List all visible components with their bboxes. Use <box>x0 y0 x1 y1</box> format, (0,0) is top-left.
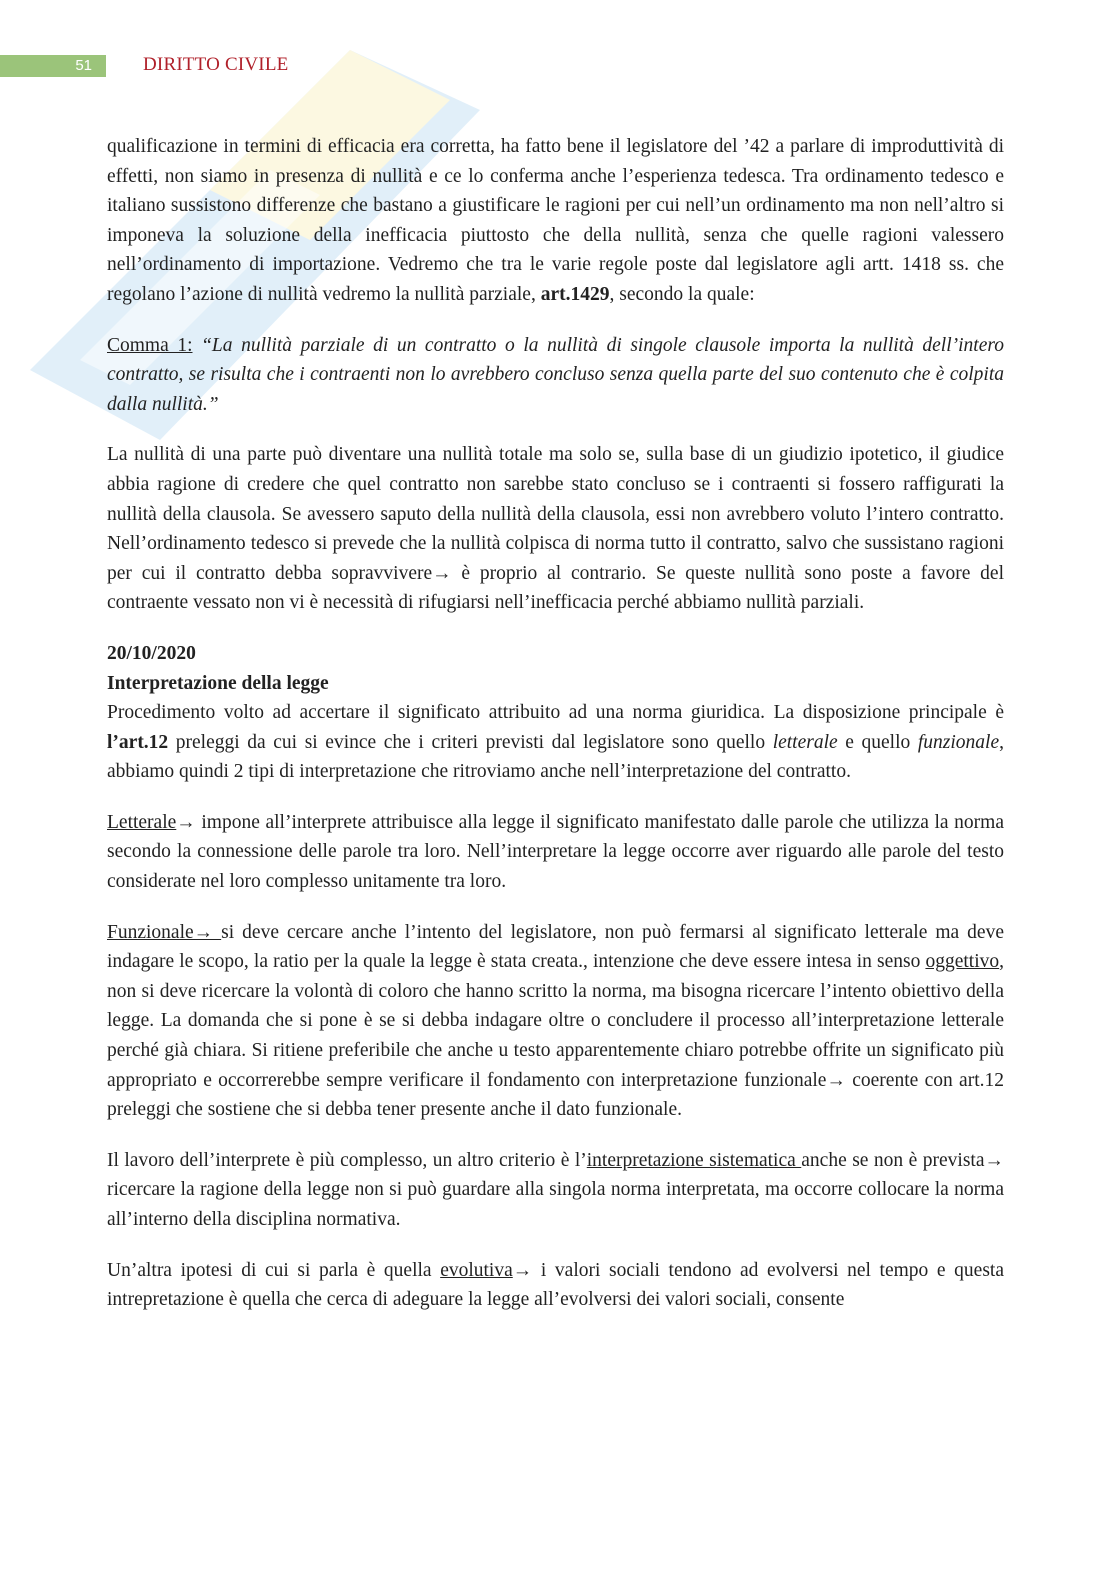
text: coerente con art.12 preleggi che sostiene che si debba tener presente anche il dato funzionale. <box>107 1069 1004 1121</box>
quote-paragraph <box>107 331 1004 420</box>
emphasis: letterale <box>772 731 838 753</box>
emphasis: funzionale <box>917 731 1000 753</box>
article-ref: art.1429 <box>540 283 610 305</box>
arrow-icon: → <box>984 1149 1004 1171</box>
text: preleggi da cui si evince che i criteri previsti dal legislatore sono quello <box>168 731 773 753</box>
paragraph <box>107 440 1004 618</box>
section-date: 20/10/2020 <box>107 642 196 664</box>
running-title: DIRITTO CIVILE <box>143 54 289 75</box>
arrow-icon: → <box>512 1259 533 1281</box>
paragraph <box>107 808 1004 897</box>
paragraph <box>107 698 1004 787</box>
underlined-term: interpretazione sistematica <box>586 1149 802 1171</box>
text: La nullità di una parte può diventare una nullità totale ma solo se, sulla base di un giudizio ipotetico, il giudice abbia ragione di credere che quel contratto non sarebbe stato concluso se i contraenti si fossero raffigurati la nullità della clausola. Se avessero saputo della nullità della clausola, essi non avrebbero voluto l’intero contratto. Nell’ordinamento tedesco si prevede che la nullità colpisca di norma tutto il contratto, salvo che sussistano ragioni per cui il contratto debba sopravvivere <box>107 444 1004 584</box>
paragraph <box>107 1256 1004 1315</box>
paragraph <box>107 1146 1004 1235</box>
text: e quello <box>837 731 918 753</box>
page-number: 51 <box>75 57 92 74</box>
text: impone all’interprete attribuisce alla legge il significato manifestato dalle parole che utilizza la norma secondo la connessione delle parole tra loro. Nell’interpretare la legge occorre aver riguardo alle parole del testo considerate nel loro complesso unitamente tra loro. <box>107 811 1004 893</box>
text: Procedimento volto ad accertare il significato attribuito ad una norma giuridica. La disposizione principale è <box>107 702 1004 724</box>
document-body <box>107 132 1004 1336</box>
text: , abbiamo quindi 2 tipi di interpretazione che ritroviamo anche nell’interpretazione del contratto. <box>107 731 1004 783</box>
term-label: Letterale <box>107 811 177 833</box>
paragraph <box>107 918 1004 1125</box>
underlined-term: evolutiva <box>440 1259 513 1281</box>
text: , non si deve ricercare la volontà di coloro che hanno scritto la norma, ma bisogna ricercare l’intento obiettivo della legge. La domanda che si pone è se si debba indagare oltre o concludere il processo all’interpretazione letterale perché già chiara. Si ritiene preferibile che anche u testo apparentemente chiaro potrebbe offrite un significato più appropriato e occorrerebbe sempre verificare il fondamento con interpretazione funzionale <box>107 951 1004 1091</box>
comma-label: Comma 1: <box>107 334 193 356</box>
text: Il lavoro dell’interprete è più complesso, un altro criterio è l’ <box>107 1149 587 1171</box>
text: è proprio al contrario. Se queste nullità sono poste a favore del contraente vessato non vi è necessità di rifugiarsi nell’inefficacia perché abbiamo nullità parziali. <box>107 562 1004 614</box>
text: Un’altra ipotesi di cui si parla è quella <box>107 1259 441 1281</box>
text: si deve cercare anche l’intento del legislatore, non può fermarsi al significato letterale ma deve indagare le scopo, la ratio per la quale la legge è stata creata., intenzione che deve essere intesa in senso <box>107 921 1004 973</box>
page-number-tab <box>0 55 106 77</box>
text: ricercare la ragione della legge non si può guardare alla singola norma interpretata, ma occorre collocare la norma all’interno della disciplina normativa. <box>107 1179 1004 1230</box>
text: , secondo la quale: <box>609 283 755 305</box>
quote-text: “La nullità parziale di un contratto o la nullità di singole clausole importa la nullità dell’intero contratto, se risulta che i contraenti non lo avrebbero concluso senza quella parte del suo contenuto che è colpita dalla nullità.” <box>107 334 1004 415</box>
article-ref: l’art.12 <box>107 731 169 753</box>
text: anche se non è prevista <box>801 1149 985 1171</box>
underlined-term: oggettivo <box>925 951 1000 973</box>
section-title: Interpretazione della legge <box>107 672 329 694</box>
paragraph <box>107 132 1004 310</box>
arrow-icon: → <box>432 562 452 584</box>
arrow-icon: → <box>176 811 196 833</box>
term-label: Funzionale→ <box>107 921 222 943</box>
text: qualificazione in termini di efficacia era corretta, ha fatto bene il legislatore del ’42 a parlare di improduttività di effetti, non siamo in presenza di nullità e ce lo conferma anche l’esperienza tedesca. Tra ordinamento tedesco e italiano sussistono differenze che bastano a giustificare le ragioni per cui nell’un ordinamento ma non nell’altro si imponeva la soluzione della inefficacia piuttosto che della nullità, senza che quelle ragioni valessero nell’ordinamento di importazione. Vedremo che tra le varie regole poste dal legislatore agli artt. 1418 ss. che regolano l’azione di nullità vedremo la nullità parziale, <box>107 136 1004 305</box>
arrow-icon: → <box>826 1069 846 1091</box>
text: i valori sociali tendono ad evolversi nel tempo e questa intrepretazione è quella che cerca di adeguare la legge all’evolversi dei valori sociali, consente <box>107 1259 1004 1311</box>
